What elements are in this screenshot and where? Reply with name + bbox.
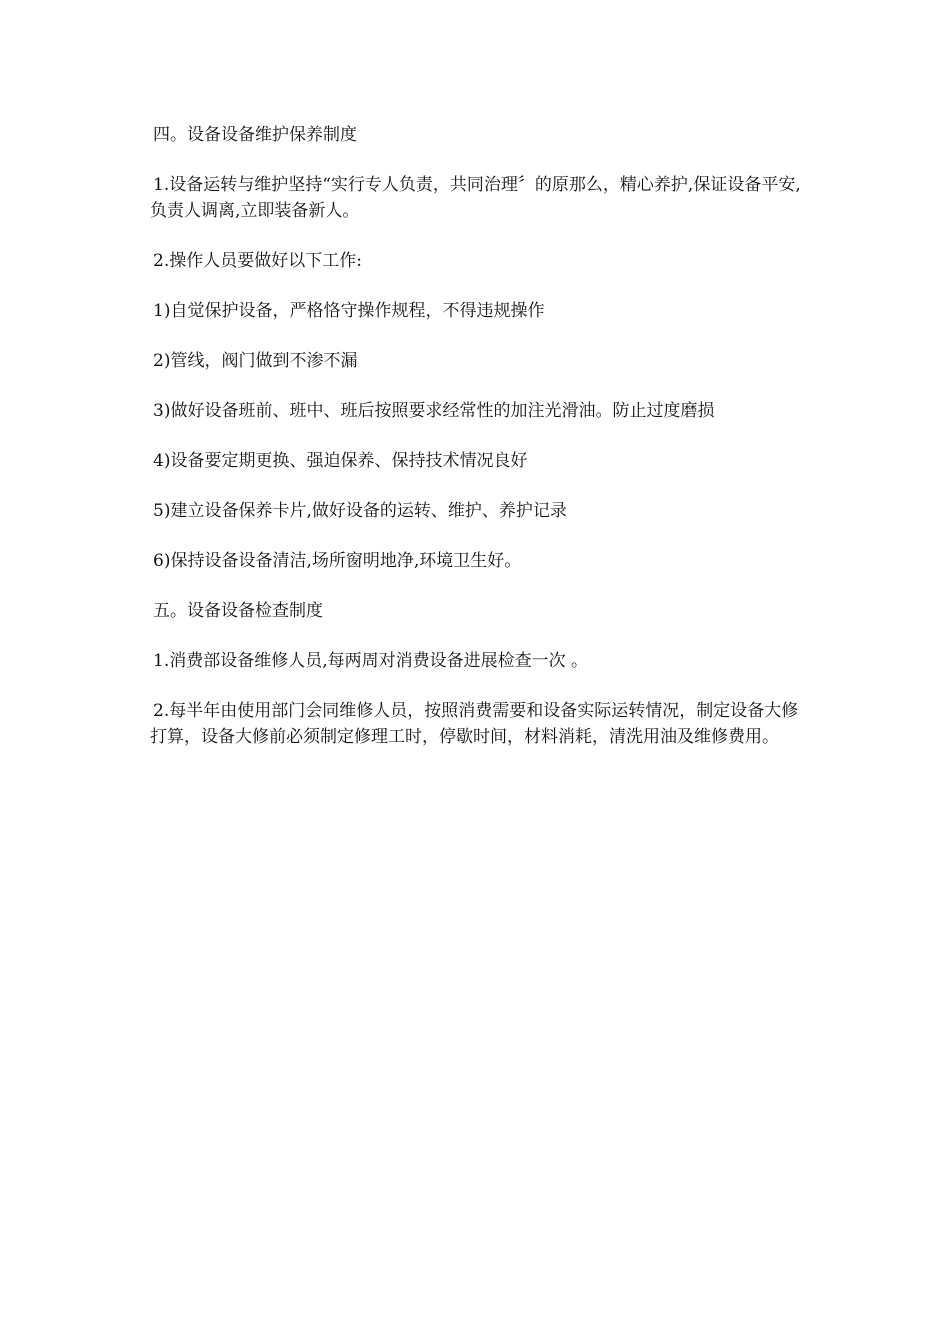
list-item-3: 3)做好设备班前、班中、班后按照要求经常性的加注光滑油。防止过度磨损 <box>153 401 715 421</box>
paragraph-item-2: 2.操作人员要做好以下工作: <box>153 251 362 271</box>
paragraph-item-inspection-2: 2.每半年由使用部门会同维修人员，按照消费需要和设备实际运转情况，制定设备大修打算，设备大修前必须制定修理工时，停歇时间，材料消耗，清洗用油及维修费用。 <box>150 701 799 747</box>
list-item-5: 5)建立设备保养卡片,做好设备的运转、维护、养护记录 <box>153 501 567 521</box>
paragraph-item-inspection-1: 1.消费部设备维修人员,每两周对消费设备进展检查一次 。 <box>153 651 589 671</box>
list-item-1: 1)自觉保护设备，严格恪守操作规程，不得违规操作 <box>153 301 545 321</box>
paragraph-item-1: 1.设备运转与维护坚持“实行专人负责，共同治理〞的原那么，精心养护,保证设备平安,负责人调离,立即装备新人。 <box>150 175 801 221</box>
section-heading-maintenance: 四。设备设备维护保养制度 <box>153 125 357 145</box>
list-item-4: 4)设备要定期更换、强迫保养、保持技术情况良好 <box>153 451 528 471</box>
list-item-2: 2)管线，阀门做到不渗不漏 <box>153 351 358 371</box>
section-heading-inspection: 五。设备设备检查制度 <box>153 601 323 621</box>
document-body <box>150 122 810 774</box>
list-item-6: 6)保持设备设备清洁,场所窗明地净,环境卫生好。 <box>153 551 522 571</box>
